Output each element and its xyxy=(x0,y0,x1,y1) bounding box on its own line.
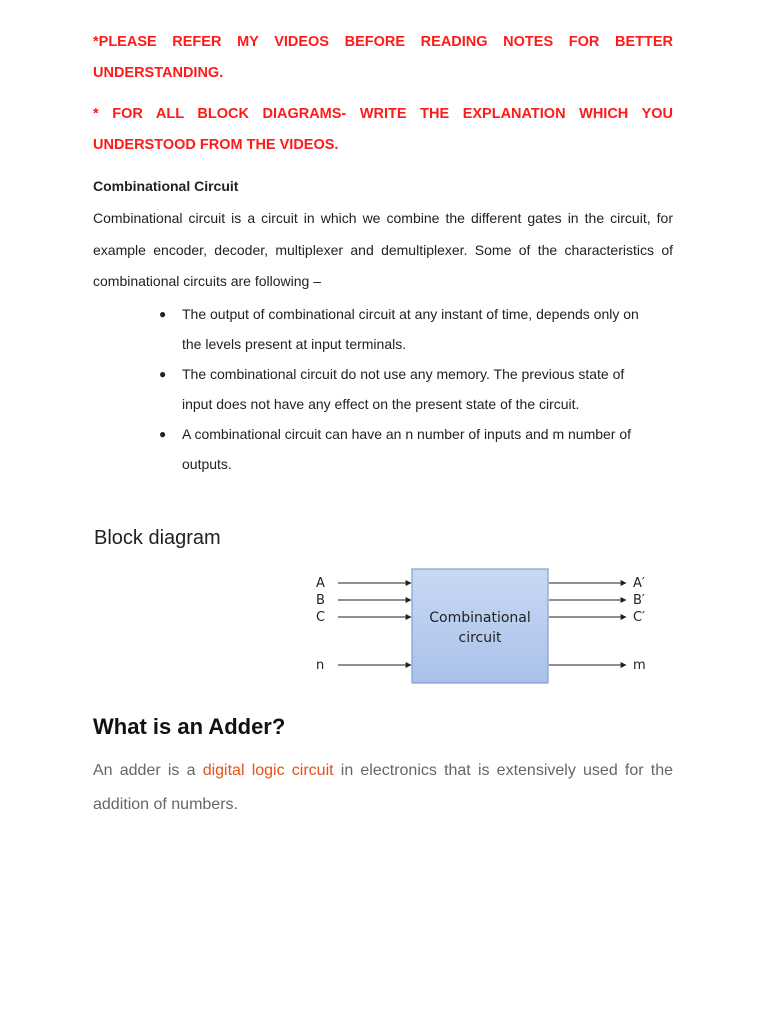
input-label-a: A xyxy=(316,576,325,591)
combinational-circuit-diagram xyxy=(308,562,658,692)
input-label-c: C xyxy=(316,610,326,625)
characteristics-list xyxy=(159,299,639,479)
input-label-b: B xyxy=(316,593,325,608)
bullet-icon: ● xyxy=(159,427,167,441)
note-refer-videos: *PLEASE REFER MY VIDEOS BEFORE READING NOTES FOR BETTER UNDERSTANDING. xyxy=(93,34,673,81)
list-item: ● A combinational circuit can have an n number of inputs and m number of outputs. xyxy=(159,419,639,479)
list-item: ● The output of combinational circuit at any instant of time, depends only on the levels present at input terminals. xyxy=(159,299,639,359)
bullet-icon: ● xyxy=(159,367,167,381)
block-diagram-heading: Block diagram xyxy=(94,527,221,549)
circuit-box xyxy=(412,569,548,683)
list-item: ● The combinational circuit do not use any memory. The previous state of input does not have any effect on the present state of the circuit. xyxy=(159,359,639,419)
circuit-box-label-2: circuit xyxy=(458,630,502,646)
note-block-diagrams: * FOR ALL BLOCK DIAGRAMS- WRITE THE EXPLANATION WHICH YOU UNDERSTOOD FROM THE VIDEOS. xyxy=(93,106,673,153)
bullet-icon: ● xyxy=(159,307,167,321)
output-label-b: B′ xyxy=(633,593,645,608)
output-label-c: C′ xyxy=(633,610,646,625)
input-label-n: n xyxy=(316,658,325,673)
adder-heading: What is an Adder? xyxy=(93,714,286,739)
adder-paragraph: An adder is a digital logic circuit in electronics that is extensively used for the addition of numbers. xyxy=(93,762,673,813)
section-paragraph: Combinational circuit is a circuit in which we combine the different gates in the circuit, for example encoder, decoder, multiplexer and demultiplexer. Some of the characteristics of combinational circuits are following – xyxy=(93,210,673,289)
output-label-m: m xyxy=(633,658,646,673)
digital-logic-circuit-link[interactable]: digital logic circuit xyxy=(202,762,334,779)
circuit-box-label-1: Combinational xyxy=(429,610,531,626)
output-label-a: A′ xyxy=(633,576,645,591)
section-title: Combinational Circuit xyxy=(93,178,239,194)
